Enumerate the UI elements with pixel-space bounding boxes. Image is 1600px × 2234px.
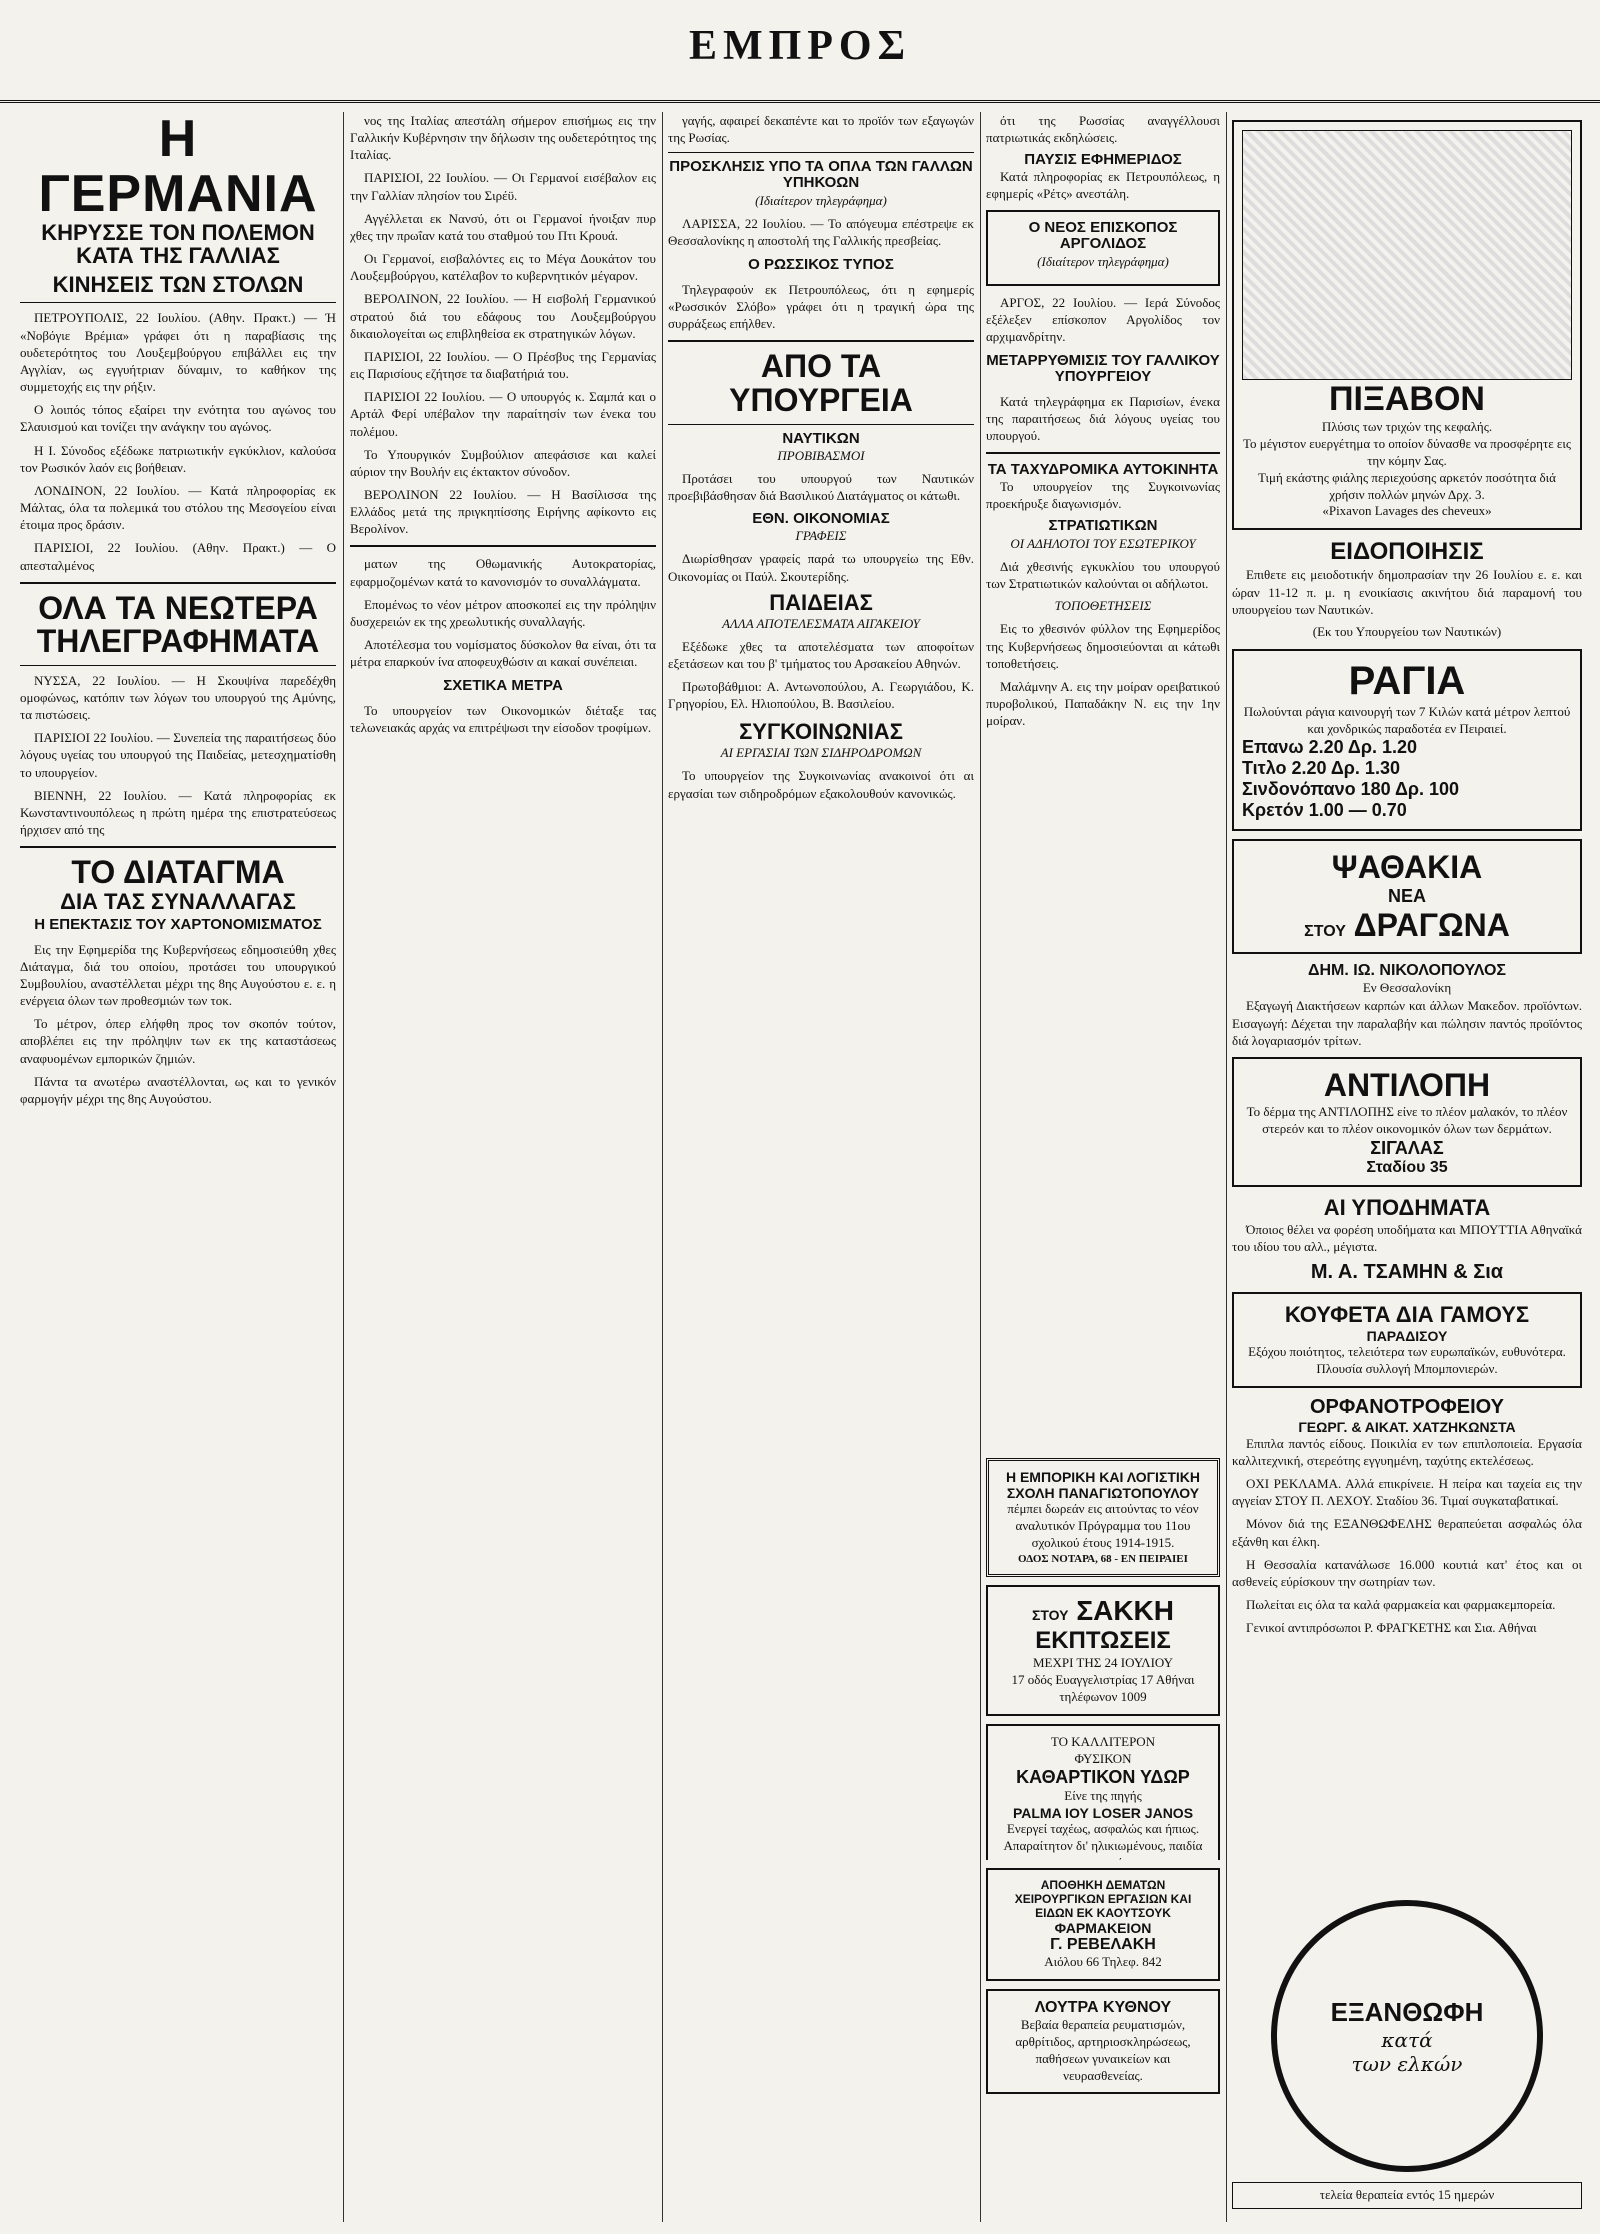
article-text: γαγής, αφαιρεί δεκαπέντε και το προϊόν των εξαγωγών της Ρωσίας. [668, 113, 974, 146]
laxative-l1: ΤΟ ΚΑΛΛΙΤΕΡΟΝ [1050, 1733, 1156, 1749]
sakki-sale: ΕΚΠΤΩΣΕΙΣ [1035, 1626, 1171, 1654]
article-text: ΒΕΡΟΛΙΝΟΝ 22 Ιουλίου. — Η Βασίλισσα της Ελλάδος μετά της πριγκηπίσσης Ειρήνης αφίκοντο εις Βερολίνον. [350, 486, 656, 537]
article-text: Μαλάμνην Α. εις την μοίραν ορειβατικού πυροβολικού, Παπαδάκην Ν. εις την 1ην μοίραν. [986, 678, 1220, 729]
column-rule [1226, 112, 1227, 2222]
subheadline: ΑΛΛΑ ΑΠΟΤΕΛΕΣΜΑΤΑ ΑΙΓΑΚΕΙΟΥ [722, 615, 920, 631]
headline-germany: Η ΓΕΡΜΑΝΙΑ [38, 112, 318, 223]
laxative-text: Ενεργεί ταχέως, ασφαλώς και ήπιως. Απαραίτητον δι' ηλικιωμένους, παιδία [1003, 1821, 1203, 1854]
divider [20, 846, 336, 848]
price-row: Επανω 2.20 Δρ. 1.20 [1242, 737, 1418, 758]
headline-war-declared: ΚΗΡΥΣΣΕ ΤΟΝ ΠΟΛΕΜΟΝ ΚΑΤΑ ΤΗΣ ΓΑΛΛΙΑΣ [41, 220, 315, 269]
article-text: ΛΟΝΔΙΝΟΝ, 22 Ιουλίου. — Κατά πληροφορίας εκ Μάλτας, όλα τα πολεμικά του στόλου της Μεσογείου είναι έτοιμα προς δράσιν. [20, 482, 336, 533]
seal-top: ΕΞΑΝΘΩΦΗ [1330, 1996, 1484, 2027]
ragia-text: Πωλούνται ράγια καινουργή των 7 Κιλών κατά μέτρον λεπτού και χονδρικώς παραδοτέα εν Πειραιεί. [1243, 703, 1571, 736]
headline-related-measures: ΣΧΕΤΙΚΑ ΜΕΤΡΑ [443, 677, 563, 695]
divider [20, 582, 336, 584]
article-text: Προτάσει του υπουργού των Ναυτικών προεβιβάσθησαν διά Βασιλικού Διατάγματος οι κάτωθι. [668, 471, 974, 504]
pixavon-name: ΠΙΞΑΒΟΝ [1329, 380, 1485, 418]
article-text: ΝΥΣΣΑ, 22 Ιουλίου. — Η Σκουψίνα παρεδέχθη ομοφώνως, κατόπιν των λόγων του υπουργού της Αμύνης, τα πιστώσεις. [20, 672, 336, 723]
article-text: Πάντα τα ανωτέρω αναστέλλονται, ως και το γενικόν φαρμογήν μέχρι της 8ης Αυγούστου. [20, 1073, 336, 1106]
exanth-agents: Γενικοί αντιπρόσωποι Ρ. ΦΡΑΓΚΕΤΗΣ και Σια. Αθήναι [1246, 1620, 1537, 1636]
school-text: πέμπει δωρεάν εις αιτούντας το νέον αναλυτικόν Πρόγραμμα του 11ου σχολικού έτους 1914-1915. [1007, 1501, 1199, 1550]
laxative-title: ΚΑΘΑΡΤΙΚΟΝ ΥΔΩΡ [1016, 1767, 1190, 1788]
seal [1271, 1900, 1543, 2172]
orphanage-text: Επιπλα παντός είδους. Ποικιλία εν των επιπλοποιεία. Εργασία καλλιτεχνική, στερεότης εγγυημένη, ταχύτης εκτελέσεως. [1232, 1435, 1582, 1468]
pixavon-t4: «Pixavon Lavages des cheveux» [1322, 503, 1492, 519]
article-text: ότι της Ρωσσίας αναγγέλλουσι πατριωτικάς εκδηλώσεις. [986, 113, 1220, 146]
price-row: Τιτλο 2.20 Δρ. 1.30 [1242, 758, 1400, 779]
nikolopoulos-text: Εξαγωγή Διακτήσεων καρπών και άλλων Μακεδον. προϊόντων. Εισαγωγή: Δέχεται την παραλαβήν και πώλησιν παντός προϊόντος διά λογαριασμόν τρίτων. [1232, 998, 1582, 1048]
headline-latest: ΟΛΑ ΤΑ ΝΕΩΤΕΡΑ [38, 589, 318, 626]
article-text: Εις το χθεσινόν φύλλον της Εφημερίδος της Κυβερνήσεως δημοσιεύονται αι κάτωθι τοποθετήσεις. [986, 621, 1220, 671]
article-text: ΛΑΡΙΣΣΑ, 22 Ιουλίου. — Το απόγευμα επέστρεψε εκ Θεσσαλονίκης η αποστολή της Γαλλικής πρεσβείας. [668, 215, 974, 248]
orphanage-title: ΟΡΦΑΝΟΤΡΟΦΕΙΟΥ [1310, 1395, 1504, 1418]
sakki-dates: ΜΕΧΡΙ ΤΗΣ 24 ΙΟΥΛΙΟΥ [1032, 1654, 1174, 1670]
antilopi-ad [1232, 1057, 1582, 1187]
article-text: Πρωτοβάθμιοι: Α. Αντωνοπούλου, Α. Γεωργιάδου, Κ. Γρηγορίου, Ελ. Ηλιοπούλου, Β. Βασιλείου. [668, 679, 974, 712]
article-text: Κατά τηλεγράφημα εκ Παρισίων, ένεκα της παραιτήσεως διά λόγους υγείας του υπουργού. [986, 393, 1220, 444]
antilopi-text: Το δέρμα της ΑΝΤΙΛΟΠΗΣ είνε το πλέον μαλακόν, το πλέον στερεόν και το πλέον οικονομικόν όλων των δερμάτων. [1246, 1103, 1568, 1136]
psathakia-stou: ΣΤΟΥ [1304, 923, 1346, 941]
headline-naval: ΝΑΥΤΙΚΩΝ [782, 429, 860, 447]
article-text: ΑΡΓΟΣ, 22 Ιουλίου. — Ιερά Σύνοδος εξέλεξεν επίσκοπον Αργολίδος τον αρχιμανδρίτην. [986, 294, 1220, 345]
koufeta-text: Εξόχου ποιότητος, τελειότερα των ευρωπαϊκών, ευθυνότερα. Πλουσία συλλογή Μπομπονιερών. [1248, 1343, 1566, 1376]
article-text: νος της Ιταλίας απεστάλη σήμερον επισήμως εις την Γαλλικήν Κυβέρνησιν την δήλωσιν της ουδετερότητος της Ιταλίας. [350, 113, 656, 163]
article-text: Τηλεγραφούν εκ Πετρουπόλεως, ότι η εφημερίς «Ρωσσικόν Σλόβο» γράφει ότι η τραγική ώρα της συρράξεως επήλθεν. [668, 281, 974, 332]
koufeta-sub: ΠΑΡΑΔΙΣΟΥ [1366, 1327, 1448, 1344]
headline-transactions: ΔΙΑ ΤΑΣ ΣΥΝΑΛΛΑΓΑΣ [60, 888, 296, 914]
headline-paper-money: Η ΕΠΕΚΤΑΣΙΣ ΤΟΥ ΧΑΡΤΟΝΟΜΙΣΜΑΤΟΣ [34, 915, 322, 933]
divider [350, 545, 656, 547]
exanth-text-3: Πωλείται εις όλα τα καλά φαρμακεία και φαρμακεμπορεία. [1246, 1596, 1556, 1612]
headline-communications: ΣΥΓΚΟΙΝΩΝΙΑΣ [739, 719, 903, 745]
headline-newspaper-suspended: ΠΑΥΣΙΣ ΕΦΗΜΕΡΙΔΟΣ [1024, 151, 1182, 169]
article-text: Διά χθεσινής εγκυκλίου του υπουργού των Στρατιωτικών καλούνται οι αδήλωτοι. [986, 559, 1220, 592]
article-text: Το Υπουργικόν Συμβούλιον απεφάσισε και καλεί αύριον την Βουλήν εις έκτακτον σύνοδον. [350, 446, 656, 479]
loutra-text: Βεβαία θεραπεία ρευματισμών, αρθρίτιδος, αρτηριοσκληρώσεως, παθήσεων γυναικείων και νευρασθενείας. [1015, 2016, 1191, 2083]
laxative-l2: ΦΥΣΙΚΟΝ [1074, 1750, 1132, 1766]
seal-mid: των ελκών [1351, 2051, 1463, 2076]
sakki-address: 17 οδός Ευαγγελιστρίας 17 Αθήναι τηλέφωνον 1009 [1011, 1671, 1195, 1704]
shoes-title: ΑΙ ΥΠΟΔΗΜΑΤΑ [1323, 1194, 1491, 1220]
subheadline: ΓΡΑΦΕΙΣ [795, 528, 847, 544]
loutra-title: ΛΟΥΤΡΑ ΚΥΘΝΟΥ [1034, 1998, 1172, 2016]
school-name: Η ΕΜΠΟΡΙΚΗ ΚΑΙ ΛΟΓΙΣΤΙΚΗ ΣΧΟΛΗ ΠΑΝΑΓΙΩΤΟΠΟΥΛΟΥ [1005, 1469, 1201, 1501]
sakki-ad [986, 1585, 1220, 1716]
shoes-seller: Μ. Α. ΤΣΑΜΗΝ & Σια [1310, 1260, 1504, 1283]
loutra-ad [986, 1989, 1220, 2095]
bishop-box [986, 210, 1220, 286]
exanth-text-2: Η Θεσσαλία κατανάλωσε 16.000 κουτιά κατ' έτος και οι ασθενείς εύρίσκουν την σωτηρίαν των. [1232, 1556, 1582, 1589]
seal-kata: κατά [1381, 2027, 1433, 2052]
article-text: Οι Γερμανοί, εισβαλόντες εις το Μέγα Δουκάτον του Λουξεμβούργου, κατέλαβον το κυβερνητικόν μέγαρον. [350, 251, 656, 284]
article-text: ΠΑΡΙΣΙΟΙ, 22 Ιουλίου. (Αθην. Πρακτ.) — Ο απεσταλμένος [20, 540, 336, 573]
ragia-title: ΡΑΓΙΑ [1348, 658, 1466, 703]
headline-fleets: ΚΙΝΗΣΕΙΣ ΤΩΝ ΣΤΟΛΩΝ [52, 272, 304, 298]
column-rule [343, 112, 344, 2222]
article-text: Εις την Εφημερίδα της Κυβερνήσεως εδημοσιεύθη χθες Διάταγμα, διά του οποίου, προτάσει του υπουργικού Συμβουλίου, αναστέλλεται μέχρι της 8ης Αυγούστου ε. ε. η ενέργεια όλων των προθεσμιών των τοκ. [20, 941, 336, 1009]
divider [986, 452, 1220, 454]
notice-title: ΕΙΔΟΠΟΙΗΣΙΣ [1330, 538, 1484, 566]
price-row: Σινδονόπανο 180 Δρ. 100 [1242, 779, 1460, 800]
headline-call-to-arms: ΠΡΟΣΚΛΗΣΙΣ ΥΠΟ ΤΑ ΟΠΛΑ ΤΩΝ ΓΑΛΛΩΝ ΥΠΗΚΟΩΝ [669, 158, 973, 192]
subheadline: ΑΙ ΕΡΓΑΣΙΑΙ ΤΩΝ ΣΙΔΗΡΟΔΡΟΜΩΝ [720, 745, 922, 761]
exanth-text: Μόνον διά της ΕΞΑΝΘΩΦΕΛΗΣ θεραπεύεται ασφαλώς όλα εξάνθη και έλκη. [1232, 1516, 1582, 1549]
ragia-ad [1232, 649, 1582, 832]
sakki-name [996, 1595, 1210, 1627]
price-row: Κρετόν 1.00 — 0.70 [1242, 800, 1407, 821]
article-text: Η I. Σύνοδος εξέδωκε πατριωτικήν εγκύκλιον, καλούσα τον Ρωσικόν λαόν εις βοήθειαν. [20, 442, 336, 475]
column-4-bottom-ads [986, 1860, 1220, 2220]
school-ad [986, 1458, 1220, 1577]
article-text: Κατά πληροφορίας εκ Πετρουπόλεως, η εφημερίς «Ρέτς» ανεστάλη. [986, 169, 1220, 202]
article-text: ΠΑΡΙΣΙΟΙ 22 Ιουλίου. — Συνεπεία της παραιτήσεως δύο λόγους υγείας του υπουργού της Παιδείας, μετεσχηματίσθη το υπουργείον. [20, 730, 336, 780]
apothiki-ad [986, 1868, 1220, 1981]
article-text: ΒΙΕΝΝΗ, 22 Ιουλίου. — Κατά πληροφορίας εκ Κωνσταντινουπόλεως η πρώτη ημέρα της επιστρατεύσεως ήρχισεν από της [20, 787, 336, 838]
koufeta-ad [1232, 1292, 1582, 1388]
article-text: Αποτέλεσμα του νομίσματος δύσκολον θα είναι, ότι τα μέτρα επαρκούν ίνα αποφευχθώσιν αι κακαί συνέπειαι. [350, 637, 656, 670]
subheadline: ΤΟΠΟΘΕΤΗΣΕΙΣ [1054, 598, 1152, 614]
koufeta-title: ΚΟΥΦΕΤΑ ΔΙΑ ΓΑΜΟΥΣ [1284, 1301, 1530, 1327]
sakki-stou: ΣΤΟΥ [1031, 1606, 1069, 1623]
pixavon-t3: Τιμή εκάστης φιάλης περιεχούσης αρκετόν ποσότητα διά χρήσιν πολλών μηνών Δρχ. 3. [1258, 469, 1556, 502]
divider [668, 340, 974, 342]
laxative-l4: Είνε της πηγής [1064, 1788, 1142, 1804]
notice-text: Επιθετε εις μειοδοτικήν δημοπρασίαν την 26 Ιουλίου ε. ε. και ώραν 11-12 π. μ. η ενοικίασις ακινήτου διά παραμονή του υπουργείου των Ναυτικών. [1232, 567, 1582, 617]
masthead [0, 0, 1600, 103]
psathakia-ad [1232, 839, 1582, 954]
school-address: ΟΔΟΣ ΝΟΤΑΡΑ, 68 - ΕΝ ΠΕΙΡΑΙΕΙ [1018, 1552, 1188, 1565]
article-text: Εξέδωκε χθες τα αποτελέσματα των αποφοίτων εξετάσεων και του β' τμήματος του Αρσακείου Αθηνών. [668, 638, 974, 671]
psathakia-nea: ΝΕΑ [1387, 886, 1426, 907]
headline-postal-cars: ΤΑ ΤΑΧΥΔΡΟΜΙΚΑ ΑΥΤΟΚΙΝΗΤΑ [987, 461, 1219, 479]
divider [20, 302, 336, 303]
pixavon-ad [1232, 120, 1582, 530]
headline-russian-press: Ο ΡΩΣΣΙΚΟΣ ΤΥΠΟΣ [748, 256, 894, 274]
article-text: Το μέτρον, όπερ ελήφθη προς τον σκοπόν τούτον, αποβλέπει εις την πρόληψιν των εκ της καταστάσεως αναφυομένων εμπορικών ζημιών. [20, 1016, 336, 1066]
laxative-brand: PALMA ΙΟΥ LOSER JANOS [1012, 1805, 1194, 1822]
headline-education: ΠΑΙΔΕΙΑΣ [769, 589, 873, 615]
antilopi-seller: ΣΙΓΑΛΑΣ [1370, 1137, 1444, 1158]
orphanage-sub: ΓΕΩΡΓ. & ΑΙΚΑΤ. ΧΑΤΖΗΚΩΝΣΤΑ [1298, 1418, 1516, 1435]
apothiki-title: ΑΠΟΘΗΚΗ ΔΕΜΑΤΩΝ ΧΕΙΡΟΥΡΓΙΚΩΝ ΕΡΓΑΣΙΩΝ ΚΑΙ ΕΙΔΩΝ ΕΚ ΚΑΟΥΤΣΟΥΚ [1014, 1878, 1192, 1920]
article-text: Επομένως το νέον μέτρον αποσκοπεί εις την πρόληψιν δυσχερειών εκ της χρεωλυτικής συναλλαγής. [350, 596, 656, 629]
divider [668, 152, 974, 153]
article-text: ΠΕΤΡΟΥΠΟΛΙΣ, 22 Ιουλίου. (Αθην. Πρακτ.) — Ή «Νοβόγιε Βρέμια» γράφει ότι η παραβίασις της ουδετερότητος του Λουξεμβούργου επιβάλλει εις την Αγγλίαν, ως εγγυήτριαν δύναμιν, το καθήκον της συμμετοχής εις την ρήξιν. [20, 310, 336, 395]
apothiki-address: Αιόλου 66 Τηλεφ. 842 [1044, 1954, 1162, 1969]
newspaper-title: ΕΜΠΡΟΣ [688, 23, 912, 69]
article-text: ματων της Οθωμανικής Αυτοκρατορίας, εφαρμοζομένων κατά το κανονισμόν το συναλλάγματα. [350, 556, 656, 589]
antilopi-title: ΑΝΤΙΛΟΠΗ [1323, 1066, 1491, 1103]
article-text: Το υπουργείον της Συγκοινωνίας προεκήρυξε διαγωνισμόν. [986, 479, 1220, 512]
nikolopoulos-title: ΔΗΜ. ΙΩ. ΝΙΚΟΛΟΠΟΥΛΟΣ [1307, 962, 1507, 980]
reklama-text: ΟΧΙ ΡΕΚΛΑΜΑ. Αλλά επικρίνειε. Η πείρα και ταχεία εις την αγγείαν ΣΤΟΥ Π. ΛΕΧΟΥ. Σταδίου 36. Τιμαί συγκαταβατικαί. [1232, 1476, 1582, 1509]
headline-telegrams: ΤΗΛΕΓΡΑΦΗΜΑΤΑ [36, 623, 320, 660]
pixavon-t2: Το μέγιστον ευεργέτημα το οποίον δύνασθε να προσφέρητε εις την κόμην Σας. [1242, 435, 1572, 468]
headline-military: ΣΤΡΑΤΙΩΤΙΚΩΝ [1048, 517, 1158, 535]
psathakia-name: ΔΡΑΓΩΝΑ [1353, 907, 1510, 944]
seal-caption: τελεία θεραπεία εντός 15 ημερών [1232, 2182, 1582, 2209]
psathakia-store [1242, 907, 1572, 944]
article-text: Αγγέλλεται εκ Νανσύ, ότι οι Γερμανοί ήνοιξαν πυρ χθες την πρωΐαν κατά του σταθμού του Πτι Κρουά. [350, 210, 656, 243]
seal-ad [1232, 1890, 1582, 2209]
sakki-title: ΣΑΚΚΗ [1076, 1594, 1174, 1626]
column-rule [662, 112, 663, 2222]
subheadline: (Ιδιαίτερον τηλεγράφημα) [1037, 253, 1169, 269]
article-text: Το υπουργείον των Οικονομικών διέταξε τας τελωνειακάς αρχάς να επιτρέψωσι την είσοδον τροφίμων. [350, 703, 656, 736]
psathakia-title: ΨΑΘΑΚΙΑ [1331, 849, 1483, 886]
headline-economy: ΕΘΝ. ΟΙΚΟΝΟΜΙΑΣ [752, 509, 890, 527]
apothiki-pharmacy: ΦΑΡΜΑΚΕΙΟΝ [1054, 1920, 1152, 1936]
divider [668, 424, 974, 425]
article-text: Διωρίσθησαν γραφείς παρά τω υπουργείω της Εθν. Οικονομίας οι Παύλ. Σκουτερίδης. [668, 551, 974, 584]
apothiki-owner: Γ. ΡΕΒΕΛΑΚΗ [1050, 1936, 1156, 1953]
article-text: Ο λοιπός τόπος εξαίρει την ενότητα του αγώνος του Σλαυισμού και τονίζει την ανάγκην του αγώνος. [20, 402, 336, 435]
subheadline: ΟΙ ΑΔΗΛΟΤΟΙ ΤΟΥ ΕΣΩΤΕΡΙΚΟΥ [1010, 536, 1196, 552]
column-2 [350, 112, 656, 2222]
column-3 [668, 112, 974, 2222]
article-text: ΠΑΡΙΣΙΟΙ, 22 Ιουλίου. — Ο Πρέσβυς της Γερμανίας εις Παρισίους εζήτησε τα διαβατήριά του. [350, 348, 656, 382]
article-text: ΠΑΡΙΣΙΟΙ 22 Ιουλίου. — Ο υπουργός κ. Σαμπά και ο Αρτάλ Φερί υπέβαλον την παραίτησίν των ένεκα του πολέμου. [350, 389, 656, 439]
article-text: ΒΕΡΟΛΙΝΟΝ, 22 Ιουλίου. — Η εισβολή Γερμανικού στρατού διά του εδάφους του Λουξεμβούργου δικαιολογείται ως επιβληθείσα εκ στρατηγικών λόγων. [350, 291, 656, 341]
nikolopoulos-city: Εν Θεσσαλονίκη [1362, 980, 1452, 996]
headline-french-reform: ΜΕΤΑΡΡΥΘΜΙΣΙΣ ΤΟΥ ΓΑΛΛΙΚΟΥ ΥΠΟΥΡΓΕΙΟΥ [986, 352, 1220, 386]
subheadline: (Ιδιαίτερον τηλεγράφημα) [755, 192, 887, 208]
laxative-ad [986, 1724, 1220, 1882]
notice-source: (Εκ του Υπουργείου των Ναυτικών) [1312, 623, 1502, 639]
column-rule [980, 112, 981, 2222]
subheadline: ΠΡΟΒΙΒΑΣΜΟΙ [777, 448, 865, 464]
article-text: ΠΑΡΙΣΙΟΙ, 22 Ιουλίου. — Οι Γερμανοί εισέβαλον εις την Γαλλίαν πλησίον του Σιρέϋ. [350, 170, 656, 203]
pixavon-illustration [1242, 130, 1572, 380]
pixavon-t1: Πλύσις των τριχών της κεφαλής. [1321, 419, 1493, 434]
divider [20, 665, 336, 666]
headline-bishop: Ο ΝΕΟΣ ΕΠΙΣΚΟΠΟΣ ΑΡΓΟΛΙΔΟΣ [1028, 219, 1178, 253]
headline-ministries: ΑΠΟ ΤΑ ΥΠΟΥΡΓΕΙΑ [729, 348, 913, 418]
antilopi-address: Σταδίου 35 [1366, 1158, 1448, 1176]
article-text: Το υπουργείον της Συγκοινωνίας ανακοινοί ότι αι εργασίαι των σιδηροδρόμων εξακολουθούν κανονικώς. [668, 768, 974, 801]
shoes-text: Όποιος θέλει να φορέση υποδήματα και ΜΠΟΥΤΤΙΑ Αθηναϊκά του ιδίου του αλλ., μέγιστα. [1232, 1221, 1582, 1254]
column-1 [20, 112, 336, 2222]
headline-decree: ΤΟ ΔΙΑΤΑΓΜΑ [71, 854, 285, 891]
